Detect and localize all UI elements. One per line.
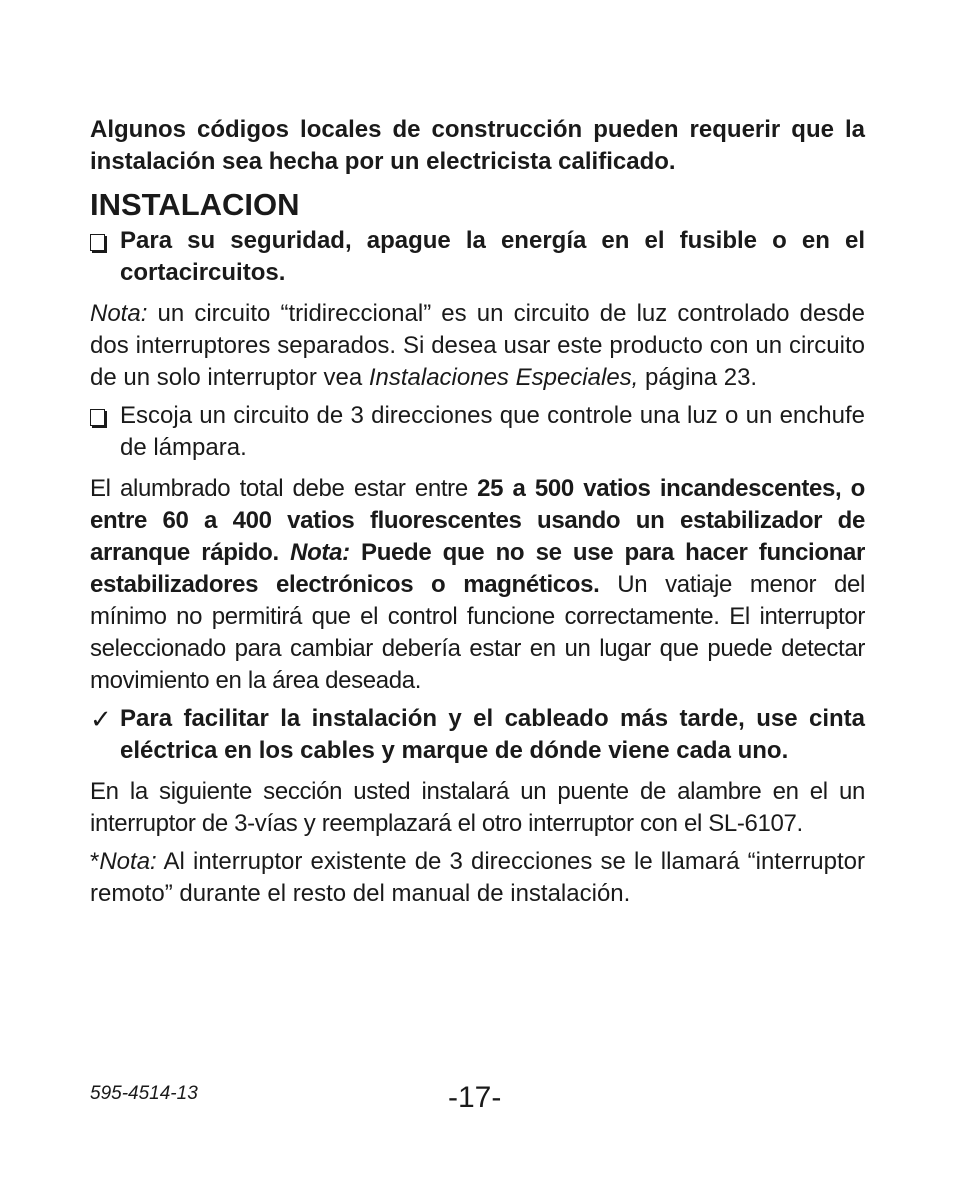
wattage-range: 25 a 500 vatios incandescentes, o entre 60 a 400 vatios fluorescentes usando un estabilizador de arranque rápido. [90, 475, 865, 566]
note-three-way [90, 298, 865, 394]
note-remote-switch [90, 846, 865, 910]
step-power-off-text: Para su seguridad, apague la energía en el fusible o en el cortacircuitos. [120, 227, 865, 286]
note-asterisk: * [90, 848, 100, 875]
checkbox-icon [90, 225, 114, 260]
note-text: Al interruptor existente de 3 direcciones se le llamará “interruptor remoto” durante el resto del manual de instalación. [90, 848, 865, 907]
wattage-paragraph [90, 473, 865, 697]
tip-wiring-text: Para facilitar la instalación y el cableado más tarde, use cinta eléctrica en los cables y marque de dónde viene cada uno. [120, 705, 865, 764]
tip-wiring [90, 703, 865, 767]
wattage-warning: Puede que no se use para hacer funcionar estabilizadores electrónicos o magnéticos. [90, 539, 865, 598]
note-label: Nota: [99, 848, 157, 875]
wattage-post: Un vatiaje menor del mínimo no permitirá que el control funcione correctamente. El interruptor seleccionado para cambiar debería estar en un lugar que puede detectar movimiento en la área deseada. [90, 571, 866, 694]
wattage-pre: El alumbrado total debe estar entre [90, 475, 478, 502]
document-code: 595-4514-13 [90, 1083, 198, 1104]
section-heading: INSTALACION [90, 187, 300, 222]
note-text: un circuito “tridireccional” es un circuito de luz controlado desde dos interruptores separados. Si desea usar este producto con un circuito de un solo interruptor vea [90, 300, 865, 391]
step-choose-circuit [90, 400, 865, 464]
checkbox-icon [90, 400, 114, 435]
note-label: Nota: [90, 300, 148, 327]
note-tail: página 23. [638, 364, 758, 391]
note-reference: Instalaciones Especiales, [368, 364, 639, 391]
step-choose-circuit-text: Escoja un circuito de 3 direcciones que controle una luz o un enchufe de lámpara. [120, 402, 865, 461]
section-overview: En la siguiente sección usted instalará un puente de alambre en el un interruptor de 3-vías y reemplazará el otro interruptor con el SL-6107. [90, 778, 865, 837]
wattage-note-label: Nota: [290, 539, 350, 566]
checkmark-icon: ✓ [90, 704, 112, 734]
page-content [90, 114, 865, 910]
intro-paragraph: Algunos códigos locales de construcción pueden requerir que la instalación sea hecha por un electricista calificado. [90, 116, 865, 175]
page-number: -17- [448, 1081, 502, 1114]
step-power-off [90, 225, 865, 289]
